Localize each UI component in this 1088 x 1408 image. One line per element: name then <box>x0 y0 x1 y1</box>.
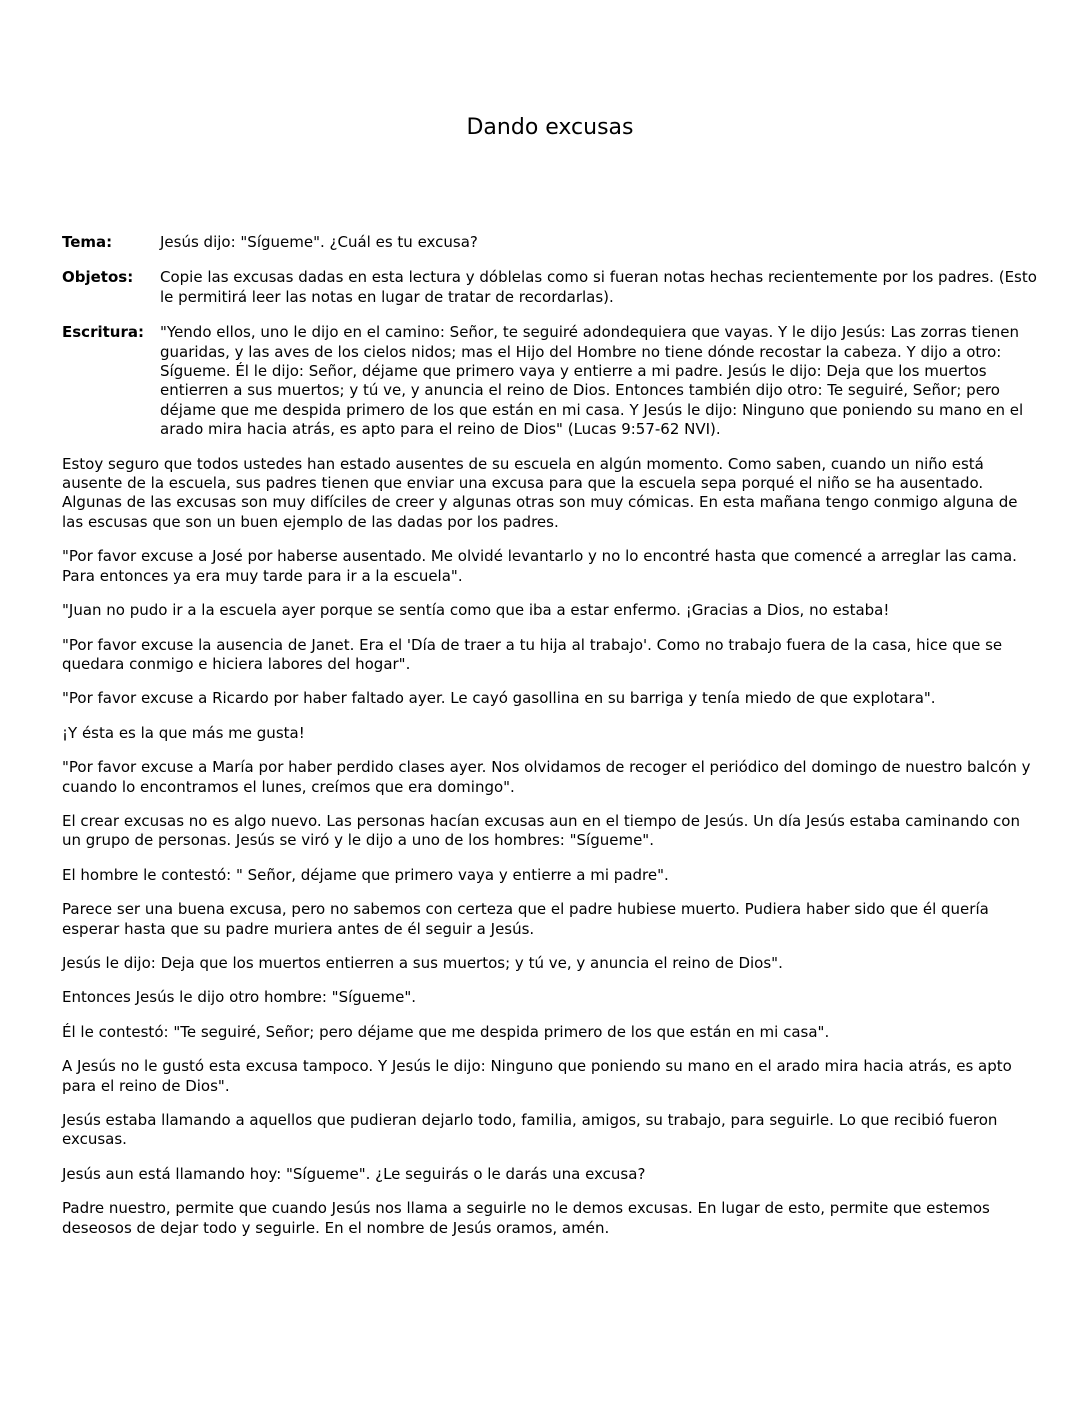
meta-row-objetos <box>62 268 1042 307</box>
meta-value: Jesús dijo: "Sígueme". ¿Cuál es tu excusa? <box>160 233 478 251</box>
meta-row-tema <box>62 233 1042 252</box>
meta-row-escritura <box>62 323 1042 439</box>
paragraph: Jesús estaba llamando a aquellos que pudieran dejarlo todo, familia, amigos, su trabajo, para seguirle. Lo que recibió fueron excusas. <box>62 1111 998 1149</box>
meta-label: Objetos: <box>62 268 134 287</box>
meta-value: "Yendo ellos, uno le dijo en el camino: Señor, te seguiré adondequiera que vayas. Y le dijo Jesús: Las zorras tienen guaridas, y las aves de los cielos nidos; mas el Hijo del Hombre no tiene dónde recostar la cabeza. Y dijo a otro: Sígueme. Él le dijo: Señor, déjame que primero vaya y entierre a mi padre. Jesús le dijo: Deja que los muertos entierren a sus muertos; y tú ve, y anuncia el reino de Dios. Entonces también dijo otro: Te seguiré, Señor; pero déjame que me despida primero de los que están en mi casa. Y Jesús le dijo: Ninguno que poniendo su mano en el arado mira hacia atrás, es apto para el reino de Dios" (Lucas 9:57-62 NVI). <box>160 323 1024 439</box>
paragraph: Padre nuestro, permite que cuando Jesús nos llama a seguirle no le demos excusas. En lugar de esto, permite que estemos deseosos de dejar todo y seguirle. En el nombre de Jesús oramos, amén. <box>62 1199 990 1237</box>
paragraph: El hombre le contestó: " Señor, déjame que primero vaya y entierre a mi padre". <box>62 865 669 884</box>
meta-label: Tema: <box>62 233 113 251</box>
paragraph: "Por favor excuse a Ricardo por haber faltado ayer. Le cayó gasollina en su barriga y tenía miedo de que explotara". <box>62 689 936 708</box>
meta-value: Copie las excusas dadas en esta lectura y dóblelas como si fueran notas hechas recientemente por los padres. (Esto le permitirá leer las notas en lugar de tratar de recordarlas). <box>160 268 1037 306</box>
paragraph: Jesús le dijo: Deja que los muertos entierren a sus muertos; y tú ve, y anuncia el reino de Dios". <box>62 953 783 972</box>
paragraph: ¡Y ésta es la que más me gusta! <box>62 723 305 742</box>
paragraph: Parece ser una buena excusa, pero no sabemos con certeza que el padre hubiese muerto. Pudiera haber sido que él quería esperar hasta que su padre muriera antes de él seguir a Jesús. <box>62 900 989 938</box>
paragraph: El crear excusas no es algo nuevo. Las personas hacían excusas aun en el tiempo de Jesús. Un día Jesús estaba caminando con un grupo de personas. Jesús se viró y le dijo a uno de los hombres: "Sígueme". <box>62 811 1020 850</box>
paragraph: "Por favor excuse a José por haberse ausentado. Me olvidé levantarlo y no lo encontré hasta que comencé a arreglar las cama. Para entonces ya era muy tarde para ir a la escuela". <box>62 547 1017 585</box>
paragraph: Entonces Jesús le dijo otro hombre: "Sígueme". <box>62 988 417 1007</box>
paragraph: Jesús aun está llamando hoy: "Sígueme". ¿Le seguirás o le darás una excusa? <box>62 1164 646 1183</box>
paragraph: "Juan no pudo ir a la escuela ayer porque se sentía como que iba a estar enfermo. ¡Gracias a Dios, no estaba! <box>62 601 890 620</box>
page-title: Dando excusas <box>466 115 634 140</box>
paragraph: Estoy seguro que todos ustedes han estado ausentes de su escuela en algún momento. Como saben, cuando un niño está ausente de la escuela, sus padres tienen que enviar una excusa para que la escuela sepa porqué el niño se ha ausentado. Algunas de las excusas son muy difíciles de creer y algunas otras son muy cómicas. En esta mañana tengo conmigo alguna de las escusas que son un buen ejemplo de las dadas por los padres. <box>62 454 1018 531</box>
meta-label: Escritura: <box>62 323 144 342</box>
paragraph: A Jesús no le gustó esta excusa tampoco. Y Jesús le dijo: Ninguno que poniendo su mano en el arado mira hacia atrás, es apto para el reino de Dios". <box>62 1057 1012 1095</box>
paragraph: "Por favor excuse a María por haber perdido clases ayer. Nos olvidamos de recoger el periódico del domingo de nuestro balcón y cuando lo encontramos el lunes, creímos que era domingo". <box>62 758 1031 796</box>
document-body <box>62 233 1042 1253</box>
paragraph: Él le contestó: "Te seguiré, Señor; pero déjame que me despida primero de los que están en mi casa". <box>62 1022 830 1041</box>
paragraph: "Por favor excuse la ausencia de Janet. Era el 'Día de traer a tu hija al trabajo'. Como no trabajo fuera de la casa, hice que se quedara conmigo e hiciera labores del hogar". <box>62 635 1003 673</box>
